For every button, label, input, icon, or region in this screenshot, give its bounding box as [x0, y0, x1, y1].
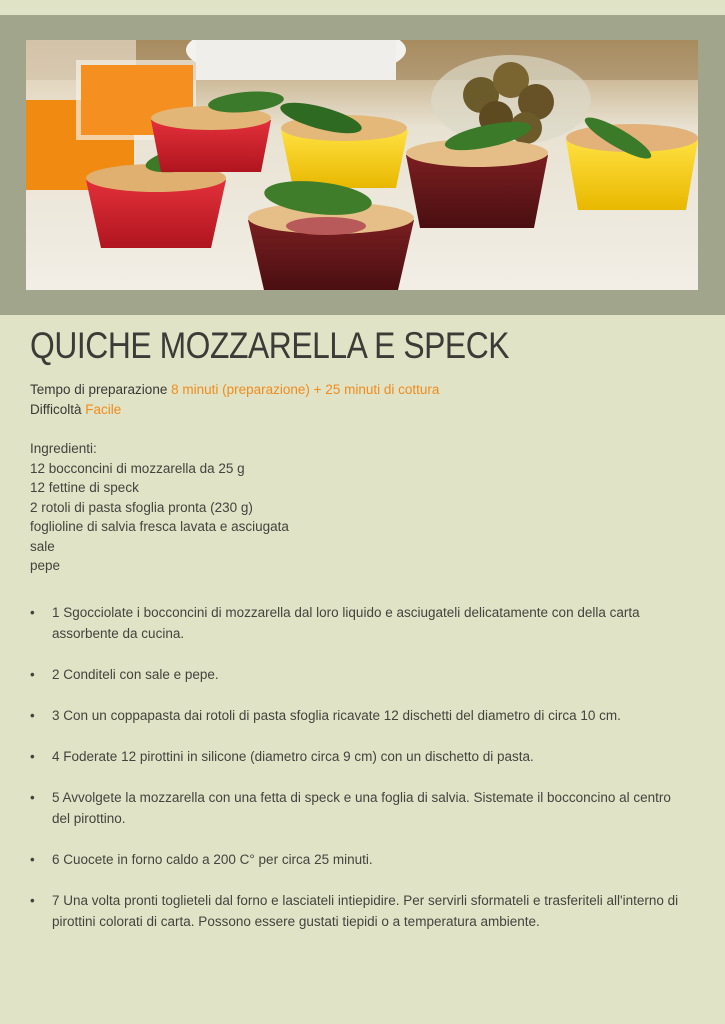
step-text: Sgocciolate i bocconcini di mozzarella dal loro liquido e asciugateli delicatamente con della carta assorbente da cucina. [52, 604, 640, 641]
step-number: 5 [52, 789, 60, 805]
prep-time-row [30, 380, 690, 400]
steps-list [30, 602, 690, 932]
difficulty-row [30, 400, 690, 420]
bullet-icon: • [30, 851, 35, 867]
step-text: Foderate 12 pirottini in silicone (diametro circa 9 cm) con un dischetto di pasta. [63, 748, 534, 764]
step-item [30, 746, 682, 767]
step-item [30, 787, 682, 829]
recipe-title: QUICHE MOZZARELLA E SPECK [30, 325, 510, 366]
prep-time-label: Tempo di preparazione [30, 382, 168, 397]
bullet-icon: • [30, 707, 35, 723]
difficulty-value: Facile [85, 401, 122, 417]
recipe-content [30, 322, 690, 952]
step-number: 2 [52, 666, 60, 682]
ingredient-item: pepe [30, 558, 61, 573]
ingredients-heading: Ingredienti: [30, 441, 97, 456]
quiche-photo-illustration [26, 40, 698, 290]
step-number: 4 [52, 748, 60, 764]
difficulty-label: Difficoltà [30, 401, 82, 417]
ingredient-item: foglioline di salvia fresca lavata e asciugata [30, 519, 289, 534]
bullet-icon: • [30, 666, 35, 682]
step-item [30, 602, 682, 644]
prep-time-value: 8 minuti (preparazione) + 25 minuti di cottura [171, 382, 440, 397]
bullet-icon: • [30, 789, 35, 805]
ingredient-item: 12 fettine di speck [30, 480, 139, 495]
bullet-icon: • [30, 748, 35, 764]
step-number: 6 [52, 851, 60, 867]
recipe-meta [30, 380, 690, 419]
bullet-icon: • [30, 892, 35, 908]
step-item [30, 849, 682, 870]
step-number: 3 [52, 707, 60, 723]
step-item [30, 890, 682, 932]
step-text: Con un coppapasta dai rotoli di pasta sfoglia ricavate 12 dischetti del diametro di circa 10 cm. [63, 707, 621, 723]
ingredient-item: 2 rotoli di pasta sfoglia pronta (230 g) [30, 499, 253, 515]
step-text: Avvolgete la mozzarella con una fetta di speck e una foglia di salvia. Sistemate il bocconcino al centro del pirottino. [52, 789, 671, 826]
step-number: 7 [52, 892, 60, 908]
photo-band [0, 15, 725, 315]
ingredient-item: sale [30, 538, 55, 554]
step-text: Conditeli con sale e pepe. [63, 666, 219, 682]
recipe-photo [26, 40, 698, 290]
step-text: Cuocete in forno caldo a 200 C° per circa 25 minuti. [63, 851, 373, 867]
ingredients-list [30, 459, 690, 576]
bullet-icon: • [30, 604, 35, 620]
step-item [30, 705, 682, 726]
step-item [30, 664, 682, 685]
step-number: 1 [52, 604, 60, 620]
step-text: Una volta pronti toglieteli dal forno e lasciateli intiepidire. Per servirli sformateli e trasferiteli all'interno di pirottini colorati di carta. Possono essere gustati tiepidi o a temperatura ambiente. [52, 892, 679, 929]
ingredients-section [30, 439, 690, 576]
ingredient-item: 12 bocconcini di mozzarella da 25 g [30, 460, 245, 476]
